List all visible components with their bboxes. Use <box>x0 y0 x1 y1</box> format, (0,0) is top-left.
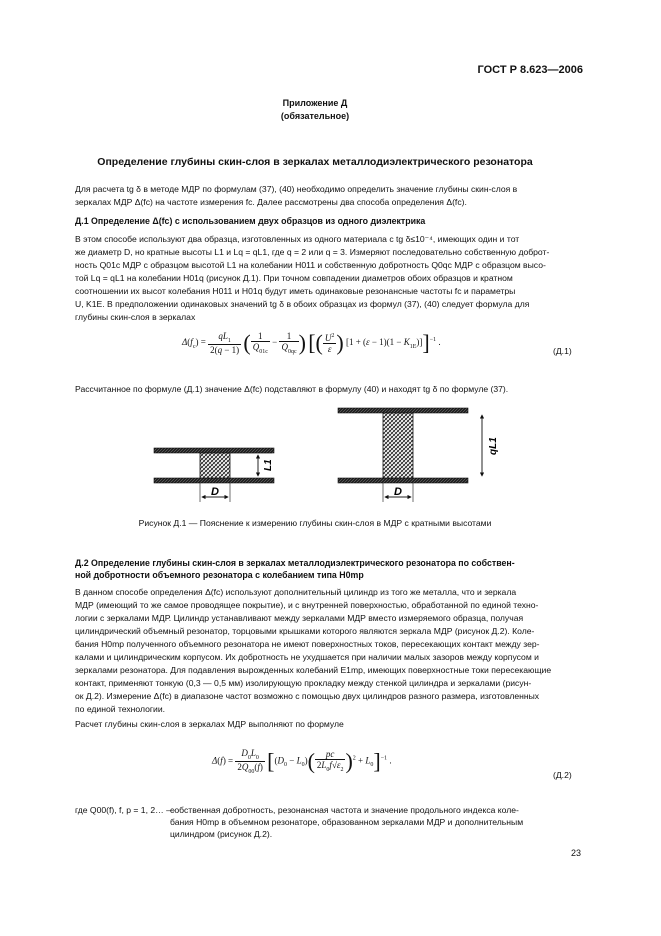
formula-d1-number: (Д.1) <box>553 346 572 356</box>
right-resonator <box>338 408 482 502</box>
after-formula-d1: Рассчитанное по формуле (Д.1) значение Δ(fc) подставляют в формулу (40) и находят tg δ по формуле (37). <box>75 384 509 394</box>
section1-heading: Д.1 Определение Δ(fc) с использованием двух образцов из одного диэлектрика <box>75 216 426 226</box>
section1-body <box>75 233 583 324</box>
section2-heading-line-2: ной добротности объемного резонатора с колебанием типа H0mp <box>75 570 364 580</box>
s2-line-4: цилиндрический объемный резонатор, торцовыми крышками которого являются зеркала МДР (рисунок Д.2). Коле- <box>75 626 535 636</box>
s2-line-6: калами и цилиндрическим корпусом. Их добротность не ухудшается при наличии малых зазоров между корпусом и <box>75 652 539 662</box>
s2-line-5: бания H0mp полученного объемного резонатора не имеют поверхностных токов, пересекающих контакт между зер- <box>75 639 540 649</box>
formula-d2: Δ(f) = $\frac{D_0L_0}{2Q_{00}(f)}$ [$(D_0 - L_0)$( $\frac{pc}{2L_0f√\varepsilon_2}$ )$^2 + L_0]^{-1}$ . <box>212 748 392 775</box>
s1-line-3: ность Q01c МДР с образцом высотой L1 на колебании H011 и собственную добротность Q0qc МДР с образцом высо- <box>75 260 546 270</box>
where-line-3: цилиндром (рисунок Д.2). <box>170 829 273 839</box>
calc-line: Расчет глубины скин-слоя в зеркалах МДР выполняют по формуле <box>75 719 344 729</box>
section2-heading <box>75 557 583 581</box>
main-title: Определение глубины скин-слоя в зеркалах металлодиэлектрического резонатора <box>97 156 533 168</box>
s2-line-10: по единой технологии. <box>75 704 166 714</box>
s1-line-2: же диаметр D, но кратные высоты L1 и Lq = qL1, где q = 2 или q = 3. Измеряют последовательно собственную доброт- <box>75 247 550 257</box>
where-line-1: собственная добротность, резонансная частота и значение продольного индекса коле- <box>170 805 519 815</box>
s2-line-9: ок Д.2). Измерение Δ(fc) в диапазоне частот возможно с помощью двух цилиндров разного размера, изготовленных <box>75 691 540 701</box>
figure1-label-l1: L1 <box>263 459 274 471</box>
s2-line-1: В данном способе определения Δ(fc) используют дополнительный цилиндр из того же металла, что и зеркала <box>75 587 517 597</box>
intro-paragraph <box>75 183 583 209</box>
figure1-label-d-left: D <box>211 486 219 498</box>
where-line-2: бания H0mp в объемном резонаторе, образованном зеркалами МДР и дополнительным <box>170 817 524 827</box>
s2-line-8: контакт, применяют тонкую (0,3 — 0,5 мм) изолирующую прокладку между стенкой цилиндра и зеркалами (рисун- <box>75 678 532 688</box>
s2-line-3: логии с зеркалами МДР. Цилиндр устанавливают между зеркалами МДР вместо измеряемого образца, получая <box>75 613 524 623</box>
intro-line-1: Для расчета tg δ в методе МДР по формулам (37), (40) необходимо определить значение глубины скин-слоя в <box>75 184 518 194</box>
intro-line-2: зеркалах МДР Δ(fc) на частоте измерения fc. Далее рассмотрены два способа определения Δ(fc). <box>75 197 467 207</box>
s1-line-5: соотношении их высот колебания H011 и H01q будут иметь одинаковые резонансные частоты fc и параметры <box>75 286 516 296</box>
where-left: где Q00(f), f, p = 1, 2… — <box>75 805 175 815</box>
s1-line-7: глубины скин-слоя в зеркалах <box>75 312 196 322</box>
figure-d1 <box>140 405 500 515</box>
figure1-label-d-right: D <box>394 486 402 498</box>
appendix-label: Приложение Д <box>282 98 348 108</box>
s2-line-2: МДР (имеющий то же самое проводящее покрытие), и с внутренней поверхностью, обработанной по единой техно- <box>75 600 539 610</box>
s1-line-6: U, K1E. В предположении одинаковых значений tg δ в обоих образцах из формул (37), (40) следует формула для <box>75 299 530 309</box>
figure1-caption: Рисунок Д.1 — Пояснение к измерению глубины скин-слоя в МДР с кратными высотами <box>138 518 492 528</box>
formula-d1: $\Delta(f_c)$ = $\frac{qL_1}{2(q - 1)}$ ( $\frac{1}{Q_{01c}}$ − $\frac{1}{Q_{0qc}}$ ) [( $\frac{U^2}{\varepsilon}$ ) $[1 + (\varepsilon - 1)(1 - K_{1E})]]^{-1}$ . <box>182 330 441 355</box>
s1-line-4: той Lq = qL1 на колебании H01q (рисунок Д.1). При точном совпадении диаметров обоих образцов и кратном <box>75 273 513 283</box>
page-number: 23 <box>571 848 582 858</box>
appendix-title <box>0 97 630 123</box>
s1-line-1: В этом способе используют два образца, изготовленных из одного материала с tg δ≤10⁻⁴, имеющих один и тот <box>75 234 520 244</box>
section2-body <box>75 586 583 716</box>
s2-line-7: зеркалами резонатора. Для подавления вырожденных колебаний E1mp, имеющих поверхностные токи пересекающие <box>75 665 552 675</box>
formula-d2-number: (Д.2) <box>553 770 572 780</box>
appendix-status: (обязательное) <box>280 111 350 121</box>
where-definition <box>170 804 583 840</box>
section2-heading-line-1: Д.2 Определение глубины скин-слоя в зеркалах металлодиэлектрического резонатора по собствен- <box>75 558 515 568</box>
figure1-label-ql1: qL1 <box>488 437 499 455</box>
standard-number: ГОСТ Р 8.623—2006 <box>477 64 583 76</box>
